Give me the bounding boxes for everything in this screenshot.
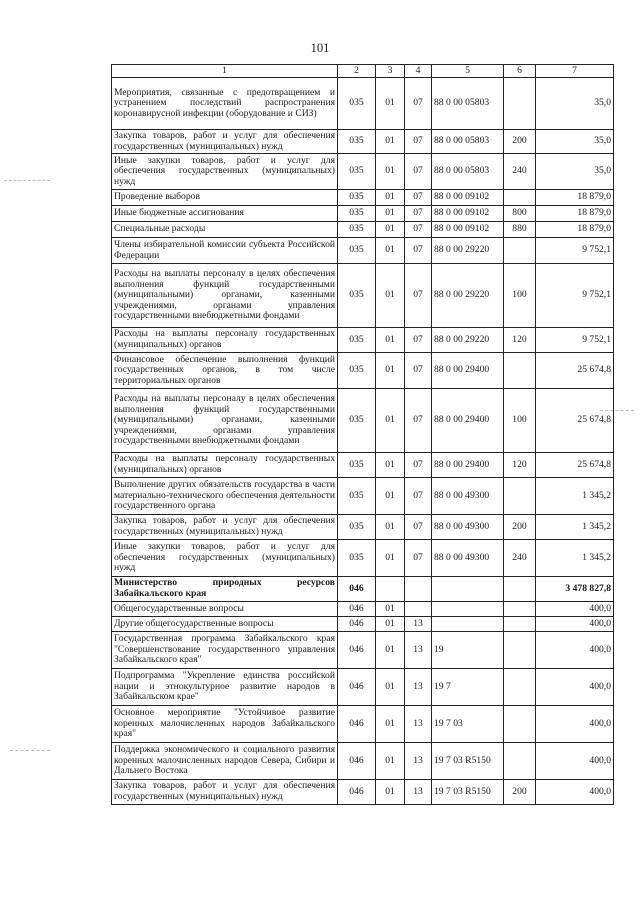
section-cell: 01 — [376, 453, 405, 478]
target-article-cell: 88 0 00 29400 — [432, 353, 504, 389]
target-article-cell: 88 0 00 49300 — [432, 540, 504, 577]
subsection-cell: 07 — [405, 130, 432, 154]
amount-cell: 1 345,2 — [536, 478, 614, 515]
amount-cell: 1 345,2 — [536, 540, 614, 577]
expense-type-cell: 240 — [504, 540, 536, 577]
admin-code-cell: 035 — [338, 206, 376, 222]
item-name-cell: Расходы на выплаты персоналу государственных (муниципальных) органов — [112, 453, 338, 478]
table-row — [112, 206, 614, 222]
amount-cell: 18 879,0 — [536, 206, 614, 222]
table-header-row — [112, 65, 614, 78]
amount-cell: 400,0 — [536, 743, 614, 780]
amount-cell: 400,0 — [536, 669, 614, 706]
section-cell: 01 — [376, 353, 405, 389]
section-cell: 01 — [376, 328, 405, 353]
target-article-cell: 88 0 00 29220 — [432, 264, 504, 328]
expense-type-cell — [504, 706, 536, 743]
section-cell: 01 — [376, 780, 405, 805]
amount-cell: 35,0 — [536, 78, 614, 130]
subsection-cell: 07 — [405, 478, 432, 515]
subsection-cell — [405, 577, 432, 602]
amount-cell: 35,0 — [536, 130, 614, 154]
target-article-cell: 88 0 00 09102 — [432, 206, 504, 222]
section-cell: 01 — [376, 154, 405, 190]
expense-type-cell: 200 — [504, 130, 536, 154]
amount-cell: 3 478 827,8 — [536, 577, 614, 602]
table-row — [112, 389, 614, 453]
target-article-cell — [432, 617, 504, 632]
subsection-cell: 07 — [405, 453, 432, 478]
subsection-cell: 07 — [405, 190, 432, 206]
table-row — [112, 264, 614, 328]
section-cell: 01 — [376, 222, 405, 238]
table-row — [112, 353, 614, 389]
item-name-cell: Государственная программа Забайкальского края "Совершенствование государственного управления Забайкальского края" — [112, 632, 338, 669]
header-cell: 7 — [536, 65, 614, 78]
amount-cell: 18 879,0 — [536, 190, 614, 206]
amount-cell: 9 752,1 — [536, 328, 614, 353]
section-cell: 01 — [376, 617, 405, 632]
item-name-cell: Иные бюджетные ассигнования — [112, 206, 338, 222]
expense-type-cell: 200 — [504, 780, 536, 805]
item-name-cell: Основное мероприятие "Устойчивое развитие коренных малочисленных народов Забайкальского края" — [112, 706, 338, 743]
expense-type-cell: 880 — [504, 222, 536, 238]
admin-code-cell: 035 — [338, 238, 376, 264]
target-article-cell: 19 7 03 R5150 — [432, 743, 504, 780]
admin-code-cell: 035 — [338, 515, 376, 540]
subsection-cell: 07 — [405, 206, 432, 222]
header-cell: 5 — [432, 65, 504, 78]
target-article-cell: 19 — [432, 632, 504, 669]
item-name-cell: Закупка товаров, работ и услуг для обеспечения государственных (муниципальных) нужд — [112, 780, 338, 805]
target-article-cell: 88 0 00 09102 — [432, 222, 504, 238]
amount-cell: 400,0 — [536, 617, 614, 632]
item-name-cell: Финансовое обеспечение выполнения функций государственных органов, в том числе территориальных органов — [112, 353, 338, 389]
expense-type-cell — [504, 669, 536, 706]
section-cell: 01 — [376, 515, 405, 540]
expense-type-cell — [504, 353, 536, 389]
admin-code-cell: 046 — [338, 669, 376, 706]
admin-code-cell: 046 — [338, 577, 376, 602]
target-article-cell: 88 0 00 29400 — [432, 453, 504, 478]
table-row — [112, 453, 614, 478]
subsection-cell: 07 — [405, 222, 432, 238]
item-name-cell: Иные закупки товаров, работ и услуг для обеспечения государственных (муниципальных) нужд — [112, 154, 338, 190]
table-row — [112, 154, 614, 190]
amount-cell: 25 674,8 — [536, 389, 614, 453]
target-article-cell: 88 0 00 29220 — [432, 328, 504, 353]
expense-type-cell — [504, 190, 536, 206]
table-row — [112, 238, 614, 264]
admin-code-cell: 046 — [338, 602, 376, 617]
expense-type-cell — [504, 238, 536, 264]
item-name-cell: Закупка товаров, работ и услуг для обеспечения государственных (муниципальных) нужд — [112, 130, 338, 154]
subsection-cell: 07 — [405, 515, 432, 540]
admin-code-cell: 035 — [338, 154, 376, 190]
table-row — [112, 617, 614, 632]
subsection-cell — [405, 602, 432, 617]
section-cell: 01 — [376, 602, 405, 617]
amount-cell: 400,0 — [536, 632, 614, 669]
table-row — [112, 780, 614, 805]
table-row — [112, 328, 614, 353]
admin-code-cell: 035 — [338, 353, 376, 389]
section-cell: 01 — [376, 238, 405, 264]
subsection-cell: 07 — [405, 353, 432, 389]
target-article-cell: 88 0 00 49300 — [432, 478, 504, 515]
scan-mark-left-1 — [4, 180, 50, 181]
target-article-cell: 88 0 00 05803 — [432, 78, 504, 130]
section-cell: 01 — [376, 78, 405, 130]
admin-code-cell: 035 — [338, 328, 376, 353]
expense-type-cell — [504, 632, 536, 669]
item-name-cell: Мероприятия, связанные с предотвращением и устранением последствий распространения коронавирусной инфекции (оборудование и СИЗ) — [112, 78, 338, 130]
item-name-cell: Выполнение других обязательств государства в части материально-технического обеспечения деятельности государственного органа — [112, 478, 338, 515]
subsection-cell: 07 — [405, 389, 432, 453]
table-row — [112, 540, 614, 577]
admin-code-cell: 035 — [338, 190, 376, 206]
header-cell: 3 — [376, 65, 405, 78]
item-name-cell: Закупка товаров, работ и услуг для обеспечения государственных (муниципальных) нужд — [112, 515, 338, 540]
admin-code-cell: 035 — [338, 478, 376, 515]
expense-type-cell — [504, 78, 536, 130]
admin-code-cell: 035 — [338, 78, 376, 130]
scan-mark-left-2 — [10, 750, 50, 751]
header-cell: 4 — [405, 65, 432, 78]
admin-code-cell: 035 — [338, 540, 376, 577]
table-row — [112, 222, 614, 238]
item-name-cell: Министерство природных ресурсов Забайкальского края — [112, 577, 338, 602]
expense-type-cell — [504, 478, 536, 515]
amount-cell: 18 879,0 — [536, 222, 614, 238]
target-article-cell: 19 7 03 R5150 — [432, 780, 504, 805]
target-article-cell: 88 0 00 29400 — [432, 389, 504, 453]
item-name-cell: Расходы на выплаты персоналу в целях обеспечения выполнения функций государственными (муниципальными) органами, казенными учреждениями, органами управления государственными внебюджетными фондами — [112, 264, 338, 328]
subsection-cell: 07 — [405, 264, 432, 328]
table-row — [112, 515, 614, 540]
subsection-cell: 13 — [405, 669, 432, 706]
admin-code-cell: 046 — [338, 743, 376, 780]
subsection-cell: 07 — [405, 540, 432, 577]
subsection-cell: 13 — [405, 617, 432, 632]
budget-table — [111, 64, 614, 805]
item-name-cell: Проведение выборов — [112, 190, 338, 206]
section-cell: 01 — [376, 130, 405, 154]
expense-type-cell — [504, 743, 536, 780]
admin-code-cell: 035 — [338, 264, 376, 328]
section-cell: 01 — [376, 190, 405, 206]
admin-code-cell: 035 — [338, 222, 376, 238]
section-cell: 01 — [376, 632, 405, 669]
amount-cell: 400,0 — [536, 706, 614, 743]
amount-cell: 9 752,1 — [536, 264, 614, 328]
target-article-cell: 88 0 00 29220 — [432, 238, 504, 264]
target-article-cell: 19 7 — [432, 669, 504, 706]
expense-type-cell — [504, 577, 536, 602]
admin-code-cell: 035 — [338, 453, 376, 478]
target-article-cell: 88 0 00 49300 — [432, 515, 504, 540]
table-body — [112, 78, 614, 805]
table-row — [112, 130, 614, 154]
table-row — [112, 78, 614, 130]
expense-type-cell: 800 — [504, 206, 536, 222]
subsection-cell: 13 — [405, 743, 432, 780]
section-cell: 01 — [376, 264, 405, 328]
expense-type-cell — [504, 602, 536, 617]
target-article-cell: 88 0 00 09102 — [432, 190, 504, 206]
table-row — [112, 602, 614, 617]
item-name-cell: Специальные расходы — [112, 222, 338, 238]
item-name-cell: Члены избирательной комиссии субъекта Российской Федерации — [112, 238, 338, 264]
table-row — [112, 669, 614, 706]
subsection-cell: 07 — [405, 238, 432, 264]
table-row — [112, 577, 614, 602]
subsection-cell: 13 — [405, 780, 432, 805]
target-article-cell — [432, 577, 504, 602]
section-cell: 01 — [376, 706, 405, 743]
expense-type-cell: 240 — [504, 154, 536, 190]
item-name-cell: Общегосударственные вопросы — [112, 602, 338, 617]
section-cell: 01 — [376, 206, 405, 222]
admin-code-cell: 046 — [338, 617, 376, 632]
admin-code-cell: 046 — [338, 632, 376, 669]
amount-cell: 25 674,8 — [536, 353, 614, 389]
target-article-cell: 88 0 00 05803 — [432, 130, 504, 154]
subsection-cell: 07 — [405, 78, 432, 130]
item-name-cell: Подпрограмма "Укрепление единства российской нации и этнокультурное развитие народов в Забайкальском крае" — [112, 669, 338, 706]
subsection-cell: 07 — [405, 154, 432, 190]
subsection-cell: 13 — [405, 632, 432, 669]
table-row — [112, 706, 614, 743]
target-article-cell: 19 7 03 — [432, 706, 504, 743]
section-cell: 01 — [376, 669, 405, 706]
expense-type-cell: 100 — [504, 264, 536, 328]
page-number: 101 — [310, 41, 330, 55]
item-name-cell: Другие общегосударственные вопросы — [112, 617, 338, 632]
expense-type-cell: 100 — [504, 389, 536, 453]
amount-cell: 1 345,2 — [536, 515, 614, 540]
amount-cell: 400,0 — [536, 602, 614, 617]
section-cell: 01 — [376, 743, 405, 780]
admin-code-cell: 035 — [338, 130, 376, 154]
header-cell: 1 — [112, 65, 338, 78]
section-cell: 01 — [376, 389, 405, 453]
table-row — [112, 743, 614, 780]
amount-cell: 9 752,1 — [536, 238, 614, 264]
target-article-cell — [432, 602, 504, 617]
header-cell: 6 — [504, 65, 536, 78]
target-article-cell: 88 0 00 05803 — [432, 154, 504, 190]
admin-code-cell: 046 — [338, 706, 376, 743]
amount-cell: 25 674,8 — [536, 453, 614, 478]
expense-type-cell: 120 — [504, 453, 536, 478]
item-name-cell: Иные закупки товаров, работ и услуг для обеспечения государственных (муниципальных) нужд — [112, 540, 338, 577]
item-name-cell: Расходы на выплаты персоналу в целях обеспечения выполнения функций государственными (муниципальными) органами, казенными учреждениями, органами управления государственными внебюджетными фондами — [112, 389, 338, 453]
subsection-cell: 07 — [405, 328, 432, 353]
section-cell: 01 — [376, 540, 405, 577]
header-cell: 2 — [338, 65, 376, 78]
section-cell — [376, 577, 405, 602]
amount-cell: 35,0 — [536, 154, 614, 190]
expense-type-cell: 200 — [504, 515, 536, 540]
admin-code-cell: 035 — [338, 389, 376, 453]
table-row — [112, 632, 614, 669]
amount-cell: 400,0 — [536, 780, 614, 805]
table-row — [112, 190, 614, 206]
item-name-cell: Поддержка экономического и социального развития коренных малочисленных народов Севера, Сибири и Дальнего Востока — [112, 743, 338, 780]
section-cell: 01 — [376, 478, 405, 515]
expense-type-cell — [504, 617, 536, 632]
item-name-cell: Расходы на выплаты персоналу государственных (муниципальных) органов — [112, 328, 338, 353]
expense-type-cell: 120 — [504, 328, 536, 353]
admin-code-cell: 046 — [338, 780, 376, 805]
subsection-cell: 13 — [405, 706, 432, 743]
table-row — [112, 478, 614, 515]
